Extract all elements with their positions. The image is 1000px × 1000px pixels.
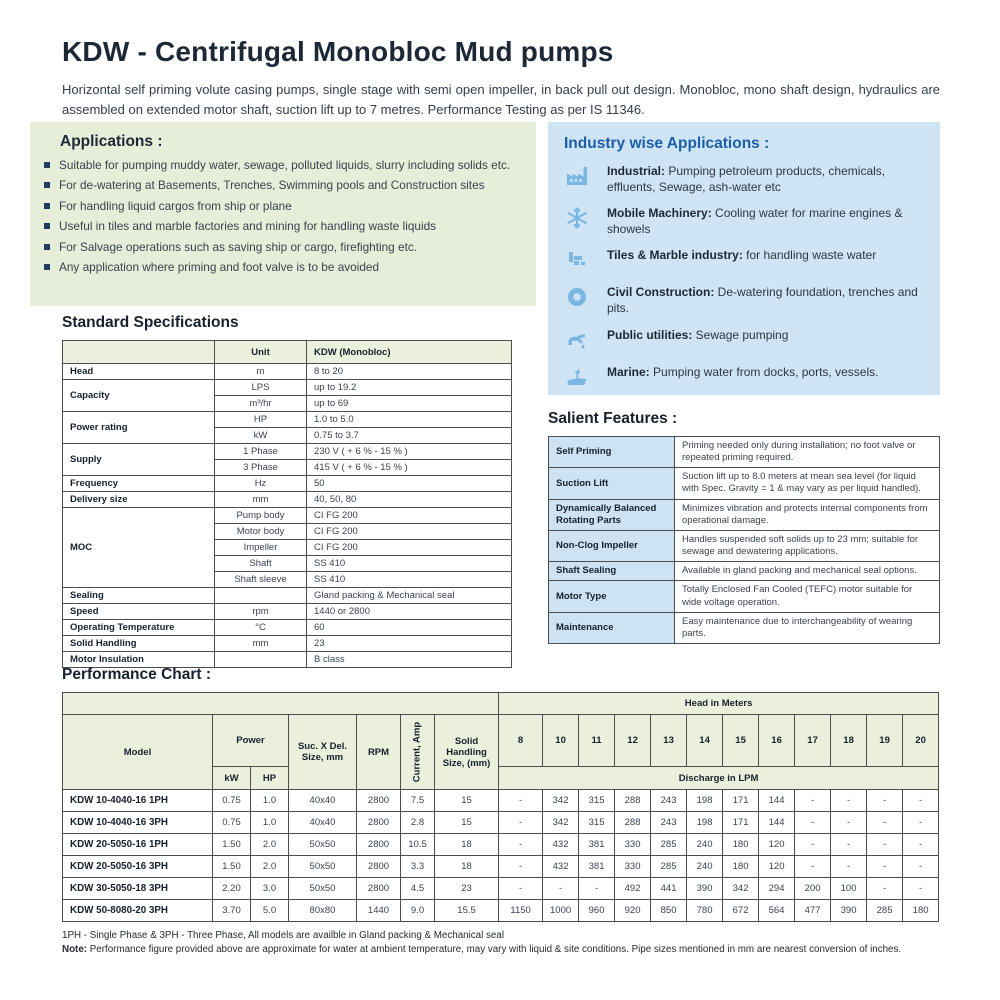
model-name: KDW 50-8080-20 3PH <box>63 900 213 922</box>
application-item-text: For Salvage operations such as saving ship or cargo, firefighting etc. <box>59 239 418 254</box>
spec-row <box>63 492 512 508</box>
discharge-lpm: 441 <box>651 878 687 900</box>
discharge-lpm: - <box>903 856 939 878</box>
power-kw: 1.50 <box>213 856 251 878</box>
feature-name: Self Priming <box>549 437 675 468</box>
perf-current-header <box>401 715 435 790</box>
feature-description: Minimizes vibration and protects internal components from operational damage. <box>675 499 940 530</box>
current-amp: 4.5 <box>401 878 435 900</box>
head-meters-value: 10 <box>543 715 579 767</box>
spec-unit <box>215 588 307 604</box>
discharge-lpm: - <box>831 856 867 878</box>
factory-icon <box>564 164 594 190</box>
spec-unit: Hz <box>215 476 307 492</box>
discharge-lpm: - <box>795 790 831 812</box>
discharge-lpm: - <box>543 878 579 900</box>
spec-row <box>63 508 512 524</box>
discharge-lpm: - <box>867 812 903 834</box>
spec-row <box>63 604 512 620</box>
spec-value: 1440 or 2800 <box>307 604 512 620</box>
power-kw: 3.70 <box>213 900 251 922</box>
spec-col-model: KDW (Monobloc) <box>307 341 512 364</box>
spec-value: 230 V ( + 6 % - 15 % ) <box>307 444 512 460</box>
rpm-value: 2800 <box>357 878 401 900</box>
feature-name: Shaft Sealing <box>549 562 675 581</box>
power-hp: 1.0 <box>251 790 289 812</box>
discharge-lpm: - <box>579 878 615 900</box>
discharge-lpm: - <box>831 790 867 812</box>
discharge-lpm: 180 <box>903 900 939 922</box>
power-hp: 5.0 <box>251 900 289 922</box>
industry-item-text: Marine: Pumping water from docks, ports, vessels. <box>607 364 879 379</box>
solid-handling-size: 18 <box>435 834 499 856</box>
power-hp: 3.0 <box>251 878 289 900</box>
power-hp: 1.0 <box>251 812 289 834</box>
discharge-lpm: 920 <box>615 900 651 922</box>
perf-power-header: Power <box>213 715 289 767</box>
suction-delivery-size: 50x50 <box>289 834 357 856</box>
industry-item <box>564 248 926 274</box>
industry-item-label: Industrial: <box>607 164 666 178</box>
discharge-lpm: - <box>831 812 867 834</box>
discharge-lpm: 330 <box>615 834 651 856</box>
solid-handling-size: 15.5 <box>435 900 499 922</box>
industry-item-label: Public utilities: <box>607 327 693 342</box>
head-meters-value: 12 <box>615 715 651 767</box>
discharge-lpm: 198 <box>687 790 723 812</box>
spec-row <box>63 380 512 396</box>
discharge-lpm: 390 <box>687 878 723 900</box>
solid-handling-size: 18 <box>435 856 499 878</box>
salient-row <box>549 468 940 499</box>
performance-row <box>63 878 939 900</box>
application-item <box>60 199 520 213</box>
solid-handling-size: 15 <box>435 812 499 834</box>
spec-parameter: Supply <box>63 444 215 476</box>
discharge-lpm: 342 <box>543 812 579 834</box>
spec-unit: °C <box>215 620 307 636</box>
feature-description: Handles suspended soft solids up to 23 mm; suitable for sewage and dewatering applications. <box>675 530 940 561</box>
power-kw: 0.75 <box>213 812 251 834</box>
spec-value: 60 <box>307 620 512 636</box>
performance-row <box>63 834 939 856</box>
hardhat-icon <box>564 285 594 311</box>
spec-parameter: MOC <box>63 508 215 588</box>
spec-parameter: Frequency <box>63 476 215 492</box>
discharge-lpm: 960 <box>579 900 615 922</box>
bullet-icon <box>44 264 50 270</box>
salient-features-section <box>548 410 940 644</box>
spec-row <box>63 636 512 652</box>
discharge-lpm: 330 <box>615 856 651 878</box>
application-item-text: Any application where priming and foot valve is to be avoided <box>59 259 380 274</box>
discharge-lpm: 288 <box>615 812 651 834</box>
feature-name: Non-Clog Impeller <box>549 530 675 561</box>
discharge-lpm: 315 <box>579 790 615 812</box>
spec-col-blank <box>63 341 215 364</box>
head-meters-value: 20 <box>903 715 939 767</box>
spec-unit: Motor body <box>215 524 307 540</box>
performance-chart-table <box>62 692 939 922</box>
footnote-note <box>62 943 942 957</box>
perf-head-group-header: Head in Meters <box>499 693 939 715</box>
discharge-lpm: - <box>499 812 543 834</box>
suction-delivery-size: 50x50 <box>289 878 357 900</box>
discharge-lpm: 1150 <box>499 900 543 922</box>
industry-item <box>564 365 926 391</box>
spec-unit: m <box>215 364 307 380</box>
footnote-phases: 1PH - Single Phase & 3PH - Three Phase, All models are availble in Gland packing & Mechanical seal <box>62 930 505 941</box>
spec-row <box>63 588 512 604</box>
discharge-lpm: 243 <box>651 790 687 812</box>
feature-name: Motor Type <box>549 581 675 612</box>
discharge-lpm: 780 <box>687 900 723 922</box>
discharge-lpm: - <box>499 878 543 900</box>
discharge-lpm: 390 <box>831 900 867 922</box>
suction-delivery-size: 50x50 <box>289 856 357 878</box>
spec-value: CI FG 200 <box>307 540 512 556</box>
spec-unit: LPS <box>215 380 307 396</box>
discharge-lpm: 100 <box>831 878 867 900</box>
discharge-lpm: 243 <box>651 812 687 834</box>
industry-item <box>564 328 926 354</box>
perf-kw-header: kW <box>213 767 251 790</box>
spec-parameter: Head <box>63 364 215 380</box>
spec-unit: mm <box>215 492 307 508</box>
salient-features-table <box>548 436 940 644</box>
current-amp: 10.5 <box>401 834 435 856</box>
model-name: KDW 30-5050-18 3PH <box>63 878 213 900</box>
industry-applications-panel <box>548 122 940 395</box>
specifications-heading: Standard Specifications <box>62 314 239 331</box>
industry-applications-heading: Industry wise Applications : <box>564 135 770 152</box>
spec-value: up to 19.2 <box>307 380 512 396</box>
head-meters-value: 18 <box>831 715 867 767</box>
head-meters-value: 8 <box>499 715 543 767</box>
feature-name: Maintenance <box>549 612 675 643</box>
model-name: KDW 20-5050-16 1PH <box>63 834 213 856</box>
spec-col-unit: Unit <box>215 341 307 364</box>
industry-item-text: Industrial: Pumping petroleum products, chemicals, effluents, Sewage, ash-water etc <box>607 164 886 194</box>
application-item <box>60 240 520 254</box>
discharge-lpm: 294 <box>759 878 795 900</box>
rpm-value: 2800 <box>357 856 401 878</box>
application-item <box>60 158 520 172</box>
spec-parameter: Operating Temperature <box>63 620 215 636</box>
discharge-lpm: 288 <box>615 790 651 812</box>
rpm-value: 2800 <box>357 790 401 812</box>
discharge-lpm: 200 <box>795 878 831 900</box>
discharge-lpm: 240 <box>687 834 723 856</box>
spec-parameter: Capacity <box>63 380 215 412</box>
performance-row <box>63 856 939 878</box>
salient-row <box>549 612 940 643</box>
spec-parameter: Delivery size <box>63 492 215 508</box>
feature-description: Suction lift up to 8.0 meters at mean sea level (for liquid with Spec. Gravity = 1 & may vary as per liquid handled). <box>675 468 940 499</box>
spec-unit: Impeller <box>215 540 307 556</box>
spec-value: Gland packing & Mechanical seal <box>307 588 512 604</box>
discharge-lpm: - <box>795 812 831 834</box>
head-meters-value: 15 <box>723 715 759 767</box>
specifications-table <box>62 340 512 668</box>
performance-row <box>63 812 939 834</box>
bullet-icon <box>44 182 50 188</box>
feature-description: Available in gland packing and mechanical seal options. <box>675 562 940 581</box>
industry-item-label: Marine: <box>607 364 650 379</box>
perf-header-row-1 <box>63 693 939 715</box>
application-item <box>60 260 520 274</box>
feature-name: Suction Lift <box>549 468 675 499</box>
discharge-lpm: 477 <box>795 900 831 922</box>
application-item <box>60 219 520 233</box>
head-meters-value: 13 <box>651 715 687 767</box>
standard-specifications-section <box>62 314 512 668</box>
discharge-lpm: 285 <box>651 834 687 856</box>
head-meters-value: 11 <box>579 715 615 767</box>
discharge-lpm: 672 <box>723 900 759 922</box>
current-amp: 9.0 <box>401 900 435 922</box>
spec-value: CI FG 200 <box>307 508 512 524</box>
spec-value: 415 V ( + 6 % - 15 % ) <box>307 460 512 476</box>
perf-hp-header: HP <box>251 767 289 790</box>
suction-delivery-size: 80x80 <box>289 900 357 922</box>
feature-name: Dynamically Balanced Rotating Parts <box>549 499 675 530</box>
feature-description: Priming needed only during installation; no foot valve or repeated priming required. <box>675 437 940 468</box>
discharge-lpm: 381 <box>579 856 615 878</box>
applications-list <box>60 158 520 274</box>
industry-item-label: Mobile Machinery: <box>607 206 712 221</box>
footnotes <box>62 929 942 957</box>
power-hp: 2.0 <box>251 834 289 856</box>
discharge-lpm: - <box>903 878 939 900</box>
page-description: Horizontal self priming volute casing pumps, single stage with semi open impeller, in back pull out design. Monobloc, mono shaft design, hydraulics are assembled on extended motor shaft, suction lift up to 7 metres. Performance Testing as per IS 11346. <box>62 82 940 118</box>
industry-item <box>564 164 926 195</box>
spec-value: SS 410 <box>307 572 512 588</box>
spec-value: up to 69 <box>307 396 512 412</box>
spec-value: 8 to 20 <box>307 364 512 380</box>
discharge-lpm: - <box>499 856 543 878</box>
industry-item <box>564 285 926 316</box>
current-amp: 2.8 <box>401 812 435 834</box>
bullet-icon <box>44 162 50 168</box>
discharge-lpm: 180 <box>723 856 759 878</box>
power-hp: 2.0 <box>251 856 289 878</box>
salient-features-heading: Salient Features : <box>548 410 678 427</box>
note-label: Note: <box>62 944 88 956</box>
discharge-lpm: - <box>499 834 543 856</box>
perf-suction-header: Suc. X Del. Size, mm <box>289 715 357 790</box>
discharge-lpm: 120 <box>759 834 795 856</box>
discharge-lpm: - <box>795 856 831 878</box>
spec-unit: 1 Phase <box>215 444 307 460</box>
perf-discharge-group-header: Discharge in LPM <box>499 767 939 790</box>
power-kw: 0.75 <box>213 790 251 812</box>
discharge-lpm: 144 <box>759 790 795 812</box>
feature-description: Totally Enclosed Fan Cooled (TEFC) motor suitable for wide voltage operation. <box>675 581 940 612</box>
discharge-lpm: - <box>499 790 543 812</box>
discharge-lpm: - <box>867 834 903 856</box>
salient-row <box>549 530 940 561</box>
spec-value: B class <box>307 652 512 668</box>
application-item-text: Useful in tiles and marble factories and mining for handling waste liquids <box>59 219 437 234</box>
perf-solid-header: Solid Handling Size, (mm) <box>435 715 499 790</box>
faucet-icon <box>564 328 594 354</box>
salient-row <box>549 562 940 581</box>
performance-row <box>63 900 939 922</box>
discharge-lpm: - <box>867 878 903 900</box>
rpm-value: 2800 <box>357 834 401 856</box>
spec-value: 40, 50, 80 <box>307 492 512 508</box>
discharge-lpm: - <box>795 834 831 856</box>
spec-row <box>63 444 512 460</box>
performance-chart-section <box>62 666 938 922</box>
suction-delivery-size: 40x40 <box>289 812 357 834</box>
solid-handling-size: 15 <box>435 790 499 812</box>
rpm-value: 2800 <box>357 812 401 834</box>
discharge-lpm: 285 <box>867 900 903 922</box>
note-text: Performance figure provided above are approximate for water at ambient temperature, may vary with liquid & site conditions. Pipe sizes mentioned in mm are nearest conversion of inches. <box>87 944 902 956</box>
spec-unit: m³/hr <box>215 396 307 412</box>
application-item-text: Suitable for pumping muddy water, sewage, polluted liquids, slurry including solids etc. <box>59 158 511 172</box>
applications-panel <box>30 122 536 306</box>
spec-parameter: Power rating <box>63 412 215 444</box>
spec-unit: HP <box>215 412 307 428</box>
industry-item-text: Civil Construction: De-watering foundation, trenches and pits. <box>607 285 918 315</box>
discharge-lpm: 342 <box>543 790 579 812</box>
perf-current-header-label: Current, Amp <box>411 721 423 783</box>
spec-unit: mm <box>215 636 307 652</box>
model-name: KDW 10-4040-16 1PH <box>63 790 213 812</box>
discharge-lpm: - <box>831 834 867 856</box>
bullet-icon <box>44 244 50 250</box>
head-meters-value: 17 <box>795 715 831 767</box>
spec-value: CI FG 200 <box>307 524 512 540</box>
salient-row <box>549 581 940 612</box>
model-name: KDW 10-4040-16 3PH <box>63 812 213 834</box>
bullet-icon <box>44 223 50 229</box>
discharge-lpm: - <box>867 790 903 812</box>
spec-value: 23 <box>307 636 512 652</box>
discharge-lpm: 381 <box>579 834 615 856</box>
industry-item-text: Tiles & Marble industry: for handling waste water <box>607 248 877 263</box>
perf-blank-header <box>63 693 499 715</box>
spec-parameter: Sealing <box>63 588 215 604</box>
spec-row <box>63 620 512 636</box>
salient-row <box>549 437 940 468</box>
rpm-value: 1440 <box>357 900 401 922</box>
spec-unit: kW <box>215 428 307 444</box>
spec-unit: Shaft sleeve <box>215 572 307 588</box>
perf-model-header: Model <box>63 715 213 790</box>
discharge-lpm: 240 <box>687 856 723 878</box>
industry-item <box>564 206 926 237</box>
applications-heading: Applications : <box>60 133 163 150</box>
spec-parameter: Speed <box>63 604 215 620</box>
spec-value: SS 410 <box>307 556 512 572</box>
spec-parameter: Solid Handling <box>63 636 215 652</box>
salient-row <box>549 499 940 530</box>
discharge-lpm: 342 <box>723 878 759 900</box>
solid-handling-size: 23 <box>435 878 499 900</box>
spec-row <box>63 412 512 428</box>
application-item <box>60 178 520 192</box>
discharge-lpm: - <box>867 856 903 878</box>
discharge-lpm: 492 <box>615 878 651 900</box>
discharge-lpm: - <box>903 834 939 856</box>
suction-delivery-size: 40x40 <box>289 790 357 812</box>
spec-value: 1.0 to 5.0 <box>307 412 512 428</box>
application-item-text: For de-watering at Basements, Trenches, Swimming pools and Construction sites <box>59 178 485 193</box>
industry-item-label: Civil Construction: <box>607 285 715 300</box>
discharge-lpm: - <box>903 790 939 812</box>
spec-unit: 3 Phase <box>215 460 307 476</box>
spec-unit: rpm <box>215 604 307 620</box>
discharge-lpm: 144 <box>759 812 795 834</box>
perf-header-row-2 <box>63 715 939 767</box>
power-kw: 1.50 <box>213 834 251 856</box>
head-meters-value: 16 <box>759 715 795 767</box>
head-meters-value: 14 <box>687 715 723 767</box>
tiles-icon <box>564 248 594 274</box>
current-amp: 3.3 <box>401 856 435 878</box>
discharge-lpm: 564 <box>759 900 795 922</box>
discharge-lpm: 198 <box>687 812 723 834</box>
spec-value: 50 <box>307 476 512 492</box>
industry-applications-list <box>564 164 926 391</box>
discharge-lpm: 180 <box>723 834 759 856</box>
page-title: KDW - Centrifugal Monobloc Mud pumps <box>62 36 614 67</box>
snowflake-icon <box>564 206 594 232</box>
discharge-lpm: - <box>903 812 939 834</box>
industry-item-text: Mobile Machinery: Cooling water for marine engines & showels <box>607 206 903 236</box>
industry-item-label: Tiles & Marble industry: <box>607 248 743 263</box>
power-kw: 2.20 <box>213 878 251 900</box>
spec-row <box>63 364 512 380</box>
head-meters-value: 19 <box>867 715 903 767</box>
discharge-lpm: 432 <box>543 856 579 878</box>
discharge-lpm: 171 <box>723 812 759 834</box>
discharge-lpm: 315 <box>579 812 615 834</box>
spec-value: 0.75 to 3.7 <box>307 428 512 444</box>
discharge-lpm: 285 <box>651 856 687 878</box>
discharge-lpm: 171 <box>723 790 759 812</box>
spec-unit: Pump body <box>215 508 307 524</box>
discharge-lpm: 432 <box>543 834 579 856</box>
discharge-lpm: 1000 <box>543 900 579 922</box>
application-item-text: For handling liquid cargos from ship or plane <box>59 198 292 213</box>
feature-description: Easy maintenance due to interchangeability of wearing parts. <box>675 612 940 643</box>
discharge-lpm: 850 <box>651 900 687 922</box>
performance-row <box>63 790 939 812</box>
bullet-icon <box>44 203 50 209</box>
spec-parameter: Motor Insulation <box>63 652 215 668</box>
industry-item-text: Public utilities: Sewage pumping <box>607 327 789 342</box>
spec-header-row <box>63 341 512 364</box>
spec-row <box>63 476 512 492</box>
ship-icon <box>564 365 594 391</box>
model-name: KDW 20-5050-16 3PH <box>63 856 213 878</box>
spec-unit: Shaft <box>215 556 307 572</box>
discharge-lpm: 120 <box>759 856 795 878</box>
performance-chart-heading: Performance Chart : <box>62 666 212 683</box>
perf-rpm-header: RPM <box>357 715 401 790</box>
current-amp: 7.5 <box>401 790 435 812</box>
